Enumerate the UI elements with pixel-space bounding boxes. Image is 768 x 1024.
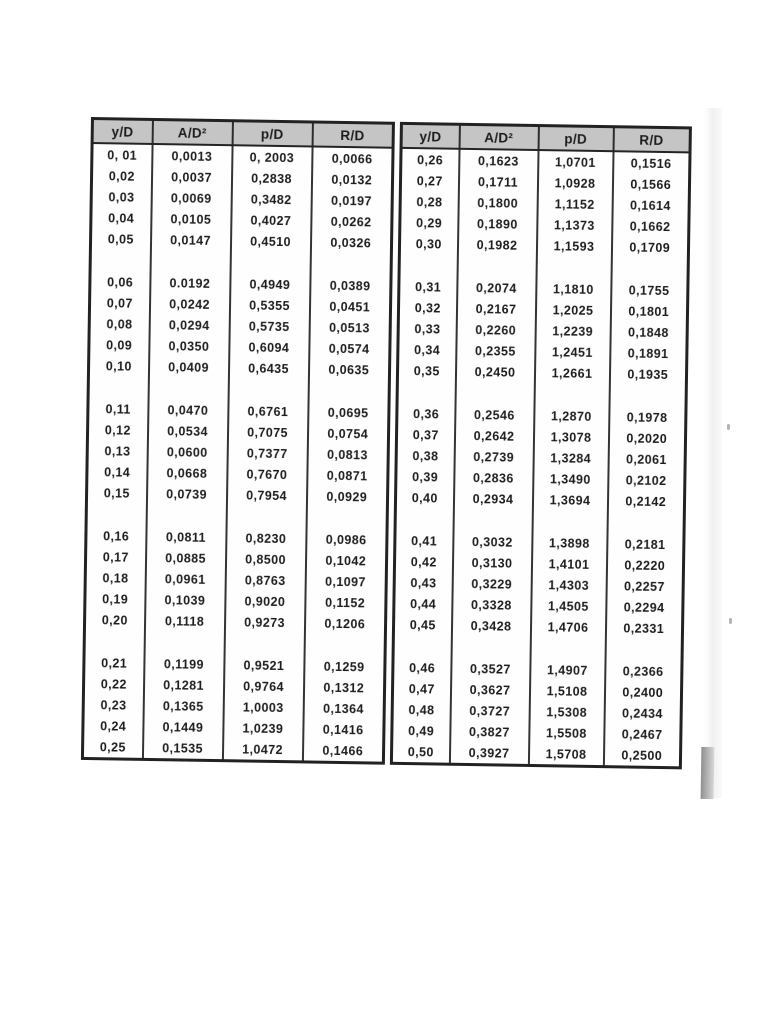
table-cell: 0,11 bbox=[88, 398, 148, 420]
table-cell: 0,0326 bbox=[310, 231, 391, 253]
table-cell: 0,3428 bbox=[451, 615, 530, 637]
spacer-cell bbox=[224, 632, 304, 655]
table-cell: 0,1614 bbox=[612, 194, 689, 216]
table-cell: 0,0069 bbox=[151, 187, 231, 209]
table-cell: 0,1449 bbox=[143, 716, 223, 738]
table-cell: 0,0513 bbox=[309, 316, 390, 338]
table-cell: 0,44 bbox=[394, 593, 452, 615]
table-cell: 0,1466 bbox=[302, 739, 383, 763]
table-cell: 0,46 bbox=[393, 657, 451, 679]
table-cell: 0,48 bbox=[392, 699, 450, 721]
table-cell: 0,1891 bbox=[610, 342, 687, 364]
table-cell: 0,3827 bbox=[450, 721, 529, 743]
table-cell: 0,2836 bbox=[454, 467, 533, 489]
table-cell: 0,2500 bbox=[603, 744, 680, 768]
spacer-cell bbox=[88, 376, 148, 399]
spacer-cell bbox=[228, 378, 308, 401]
spacer-cell bbox=[144, 631, 224, 654]
table-cell: 0,5355 bbox=[229, 294, 309, 316]
spacer-cell bbox=[310, 252, 391, 275]
table-cell: 0,9273 bbox=[224, 611, 304, 633]
table-cell: 0,19 bbox=[85, 588, 145, 610]
table-cell: 0,12 bbox=[87, 419, 147, 441]
table-cell: 0,8500 bbox=[225, 548, 305, 570]
spacer-cell bbox=[451, 636, 530, 659]
table-cell: 0,2181 bbox=[607, 533, 684, 555]
table-cell: 0,0066 bbox=[312, 146, 393, 169]
table-cell: 0,1848 bbox=[610, 321, 687, 343]
spacer-cell bbox=[304, 633, 385, 656]
table-cell: 0,2142 bbox=[607, 490, 684, 512]
table-cell: 0,21 bbox=[84, 652, 144, 674]
table-cell: 0,05 bbox=[90, 228, 150, 250]
table-cell: 1,4505 bbox=[531, 595, 606, 617]
table-cell: 0,1623 bbox=[459, 149, 538, 172]
table-cell: 0,1566 bbox=[612, 173, 689, 195]
table-cell: 0,43 bbox=[394, 572, 452, 594]
table-cell: 0,4510 bbox=[230, 230, 310, 252]
scan-shadow-streak bbox=[704, 108, 722, 798]
table-cell: 0,2220 bbox=[606, 554, 683, 576]
table-cell: 0,2074 bbox=[457, 277, 536, 299]
table-cell: 1,3490 bbox=[533, 468, 608, 490]
table-cell: 0,06 bbox=[90, 271, 150, 293]
table-cell: 0,1312 bbox=[303, 676, 384, 698]
spacer-cell bbox=[230, 251, 310, 274]
table-cell: 1,2451 bbox=[535, 341, 610, 363]
column-header: y/D bbox=[401, 123, 459, 148]
table-cell: 0,9521 bbox=[224, 654, 304, 676]
table-cell: 0,2294 bbox=[606, 596, 683, 618]
table-right bbox=[390, 122, 692, 770]
table-cell: 0,39 bbox=[396, 466, 454, 488]
column-header: R/D bbox=[613, 127, 690, 153]
table-cell: 1,4101 bbox=[531, 553, 606, 575]
spacer-cell bbox=[90, 249, 150, 272]
table-cell: 0,4027 bbox=[231, 209, 311, 231]
table-cell: 0,0695 bbox=[308, 401, 389, 423]
table-cell: 0,25 bbox=[82, 736, 142, 759]
spacer-cell bbox=[536, 256, 611, 279]
table-cell: 0,2642 bbox=[454, 425, 533, 447]
table-cell: 0,08 bbox=[89, 313, 149, 335]
table-cell: 0,0811 bbox=[146, 526, 226, 548]
table-cell: 0.0192 bbox=[150, 272, 230, 294]
table-cell: 0,2434 bbox=[604, 702, 681, 724]
table-cell: 0,1365 bbox=[143, 695, 223, 717]
spacer-cell bbox=[453, 509, 532, 532]
table-cell: 0,0885 bbox=[145, 547, 225, 569]
table-cell: 0,18 bbox=[85, 567, 145, 589]
table-cell: 0, 2003 bbox=[232, 145, 312, 168]
table-cell: 0,0242 bbox=[149, 293, 229, 315]
table-cell: 0,1755 bbox=[611, 279, 688, 301]
spacer-cell bbox=[395, 508, 453, 531]
table-cell: 1,0239 bbox=[223, 717, 303, 739]
spacer-cell bbox=[306, 506, 387, 529]
table-right-body bbox=[391, 148, 690, 768]
table-cell: 0,1039 bbox=[145, 589, 225, 611]
table-cell: 0,0534 bbox=[147, 420, 227, 442]
table-cell: 0,1364 bbox=[303, 697, 384, 719]
table-cell: 0,0389 bbox=[310, 274, 391, 296]
table-cell: 0,8763 bbox=[225, 569, 305, 591]
table-cell: 1,2239 bbox=[535, 320, 610, 342]
table-cell: 0,32 bbox=[398, 297, 456, 319]
column-header: R/D bbox=[312, 122, 393, 148]
spacer-cell bbox=[226, 505, 306, 528]
table-cell: 0,2467 bbox=[604, 723, 681, 745]
table-row bbox=[82, 736, 383, 763]
table-cell: 0,0013 bbox=[152, 144, 232, 167]
table-cell: 1,5108 bbox=[529, 680, 604, 702]
spacer-cell bbox=[148, 377, 228, 400]
spacer-cell bbox=[607, 511, 684, 534]
table-cell: 1,3078 bbox=[533, 426, 608, 448]
spacer-cell bbox=[308, 379, 389, 402]
table-left-body bbox=[82, 143, 393, 763]
table-cell: 0,1259 bbox=[304, 655, 385, 677]
spacer-cell bbox=[534, 383, 609, 406]
table-row bbox=[391, 741, 680, 768]
table-cell: 0,4949 bbox=[230, 273, 310, 295]
spacer-cell bbox=[605, 638, 682, 661]
table-cell: 1,5308 bbox=[529, 701, 604, 723]
spacer-cell bbox=[457, 255, 536, 278]
table-cell: 0,3032 bbox=[453, 531, 532, 553]
table-cell: 0,0147 bbox=[150, 229, 230, 251]
table-cell: 0,0294 bbox=[149, 314, 229, 336]
table-cell: 0,1516 bbox=[613, 151, 690, 174]
table-cell: 1,4907 bbox=[530, 659, 605, 681]
table-cell: 1,4303 bbox=[531, 574, 606, 596]
table-cell: 0,3927 bbox=[449, 742, 528, 766]
spacer-cell bbox=[399, 254, 457, 277]
table-cell: 0,2257 bbox=[606, 575, 683, 597]
table-cell: 0,3482 bbox=[231, 188, 311, 210]
table-cell: 0,0105 bbox=[151, 208, 231, 230]
table-cell: 0,7377 bbox=[227, 442, 307, 464]
table-cell: 0,49 bbox=[392, 720, 450, 742]
spacer-cell bbox=[393, 635, 451, 658]
table-cell: 0,34 bbox=[398, 339, 456, 361]
table-cell: 0,0037 bbox=[151, 166, 231, 188]
spacer-cell bbox=[86, 503, 146, 526]
table-cell: 1,1593 bbox=[536, 235, 611, 257]
table-cell: 0,02 bbox=[91, 165, 151, 187]
table-cell: 0,1711 bbox=[458, 171, 537, 193]
table-cell: 0,3627 bbox=[450, 679, 529, 701]
table-cell: 0,1978 bbox=[609, 406, 686, 428]
table-cell: 0,1199 bbox=[144, 653, 224, 675]
spacer-cell bbox=[397, 381, 455, 404]
table-cell: 0,2167 bbox=[456, 298, 535, 320]
table-cell: 0,2331 bbox=[605, 617, 682, 639]
table-cell: 0,30 bbox=[399, 233, 457, 255]
table-cell: 0,45 bbox=[393, 614, 451, 636]
column-header: A/D² bbox=[459, 124, 538, 150]
table-cell: 0,1709 bbox=[611, 236, 688, 258]
table-cell: 0,35 bbox=[397, 360, 455, 382]
table-cell: 0,0197 bbox=[311, 189, 392, 211]
table-cell: 0,2400 bbox=[604, 681, 681, 703]
table-cell: 0,38 bbox=[396, 445, 454, 467]
spacer-cell bbox=[532, 510, 607, 533]
table-cell: 0,1662 bbox=[612, 215, 689, 237]
table-cell: 0,27 bbox=[400, 170, 458, 192]
table-cell: 0,3229 bbox=[452, 573, 531, 595]
table-cell: 0,9764 bbox=[223, 675, 303, 697]
table-cell: 0,41 bbox=[395, 530, 453, 552]
table-cell: 0,2450 bbox=[455, 361, 534, 383]
table-cell: 0,1416 bbox=[303, 718, 384, 740]
table-cell: 1,1810 bbox=[536, 278, 611, 300]
table-cell: 0,1042 bbox=[305, 549, 386, 571]
table-cell: 0,5735 bbox=[229, 315, 309, 337]
table-cell: 0,8230 bbox=[226, 527, 306, 549]
spacer-cell bbox=[84, 630, 144, 653]
table-cell: 1,0003 bbox=[223, 696, 303, 718]
table-cell: 0,17 bbox=[85, 546, 145, 568]
table-cell: 0,0961 bbox=[145, 568, 225, 590]
scan-speck bbox=[727, 424, 730, 430]
table-cell: 0,1800 bbox=[458, 192, 537, 214]
table-cell: 0,15 bbox=[86, 482, 146, 504]
table-cell: 0,0600 bbox=[147, 441, 227, 463]
table-cell: 1,1373 bbox=[537, 214, 612, 236]
table-cell: 0,2546 bbox=[455, 404, 534, 426]
table-cell: 0,31 bbox=[399, 276, 457, 298]
table-cell: 0,36 bbox=[397, 403, 455, 425]
table-cell: 0,1281 bbox=[143, 674, 223, 696]
table-cell: 0,29 bbox=[400, 212, 458, 234]
table-cell: 0,10 bbox=[88, 355, 148, 377]
table-cell: 0,6761 bbox=[228, 400, 308, 422]
table-cell: 0,0871 bbox=[307, 464, 388, 486]
column-header: p/D bbox=[538, 126, 613, 152]
table-cell: 0,0668 bbox=[147, 462, 227, 484]
table-cell: 0,0262 bbox=[311, 210, 392, 232]
table-cell: 1,5508 bbox=[529, 722, 604, 744]
table-cell: 1,3898 bbox=[532, 532, 607, 554]
table-cell: 0,42 bbox=[394, 551, 452, 573]
table-cell: 0,3328 bbox=[452, 594, 531, 616]
column-header: p/D bbox=[232, 121, 312, 147]
table-cell: 0,37 bbox=[396, 424, 454, 446]
table-cell: 0,1206 bbox=[304, 612, 385, 634]
table-cell: 0,09 bbox=[89, 334, 149, 356]
spacer-cell bbox=[530, 637, 605, 660]
table-cell: 1,3284 bbox=[533, 447, 608, 469]
spacer-cell bbox=[611, 257, 688, 280]
table-cell: 0,0574 bbox=[309, 337, 390, 359]
table-cell: 0,2061 bbox=[608, 448, 685, 470]
table-cell: 0,2355 bbox=[456, 340, 535, 362]
table-cell: 0,0986 bbox=[306, 528, 387, 550]
table-cell: 1,1152 bbox=[537, 193, 612, 215]
table-cell: 1,0928 bbox=[537, 172, 612, 194]
table-cell: 0,1935 bbox=[609, 363, 686, 385]
table-cell: 0,2838 bbox=[231, 167, 311, 189]
table-cell: 0,0929 bbox=[306, 485, 387, 507]
table-cell: 0,0813 bbox=[307, 443, 388, 465]
table-cell: 0,3527 bbox=[451, 658, 530, 680]
table-cell: 0,33 bbox=[398, 318, 456, 340]
table-cell: 0,03 bbox=[91, 186, 151, 208]
circular-section-reference-table bbox=[81, 117, 692, 769]
table-cell: 0,16 bbox=[86, 525, 146, 547]
table-cell: 0,0754 bbox=[307, 422, 388, 444]
table-cell: 0,1097 bbox=[305, 570, 386, 592]
table-cell: 0,2739 bbox=[454, 446, 533, 468]
table-cell: 0,28 bbox=[400, 191, 458, 213]
table-cell: 0,7670 bbox=[227, 463, 307, 485]
table-cell: 1,4706 bbox=[530, 616, 605, 638]
table-cell: 0,2366 bbox=[605, 660, 682, 682]
table-cell: 0,2102 bbox=[608, 469, 685, 491]
table-cell: 0,47 bbox=[392, 678, 450, 700]
table-cell: 0,07 bbox=[89, 292, 149, 314]
table-cell: 0,2934 bbox=[453, 488, 532, 510]
table-cell: 0,2260 bbox=[456, 319, 535, 341]
table-cell: 0,1152 bbox=[305, 591, 386, 613]
table-cell: 0,0635 bbox=[308, 358, 389, 380]
table-cell: 1,2025 bbox=[535, 299, 610, 321]
table-cell: 0, 01 bbox=[92, 143, 152, 166]
table-cell: 0,04 bbox=[91, 207, 151, 229]
table-cell: 0,50 bbox=[391, 741, 449, 764]
table-cell: 1,5708 bbox=[528, 743, 603, 767]
scan-edge-artifact bbox=[701, 747, 715, 799]
spacer-cell bbox=[609, 384, 686, 407]
table-cell: 0,14 bbox=[87, 461, 147, 483]
table-cell: 0,24 bbox=[83, 715, 143, 737]
column-header: A/D² bbox=[152, 119, 232, 145]
table-cell: 0,22 bbox=[83, 673, 143, 695]
spacer-cell bbox=[146, 504, 226, 527]
table-cell: 0,2020 bbox=[608, 427, 685, 449]
table-cell: 1,2661 bbox=[534, 362, 609, 384]
table-cell: 0,13 bbox=[87, 440, 147, 462]
table-cell: 0,20 bbox=[84, 609, 144, 631]
table-cell: 0,1801 bbox=[610, 300, 687, 322]
table-cell: 0,26 bbox=[401, 148, 459, 171]
scan-speck bbox=[729, 618, 732, 624]
table-cell: 0,0451 bbox=[309, 295, 390, 317]
table-cell: 0,7075 bbox=[227, 421, 307, 443]
table-cell: 0,0350 bbox=[149, 335, 229, 357]
table-cell: 0,7954 bbox=[226, 484, 306, 506]
table-cell: 0,1118 bbox=[144, 610, 224, 632]
table-left bbox=[81, 117, 395, 765]
spacer-cell bbox=[150, 250, 230, 273]
table-cell: 0,6435 bbox=[228, 357, 308, 379]
column-header: y/D bbox=[92, 119, 152, 144]
table-cell: 0,1890 bbox=[458, 213, 537, 235]
table-cell: 0,3727 bbox=[450, 700, 529, 722]
table-cell: 1,2870 bbox=[534, 405, 609, 427]
table-cell: 1,3694 bbox=[532, 489, 607, 511]
table-cell: 0,0739 bbox=[146, 483, 226, 505]
table-cell: 0,40 bbox=[395, 487, 453, 509]
table-cell: 0,1982 bbox=[457, 234, 536, 256]
table-cell: 0,0470 bbox=[148, 399, 228, 421]
table-cell: 0,3130 bbox=[452, 552, 531, 574]
table-cell: 0,0409 bbox=[148, 356, 228, 378]
table-cell: 0,0132 bbox=[311, 168, 392, 190]
table-cell: 1,0472 bbox=[222, 738, 302, 762]
table-cell: 0,1535 bbox=[142, 737, 222, 761]
table-cell: 1,0701 bbox=[538, 150, 613, 173]
spacer-cell bbox=[455, 382, 534, 405]
table-cell: 0,23 bbox=[83, 694, 143, 716]
table-cell: 0,9020 bbox=[225, 590, 305, 612]
table-cell: 0,6094 bbox=[229, 336, 309, 358]
